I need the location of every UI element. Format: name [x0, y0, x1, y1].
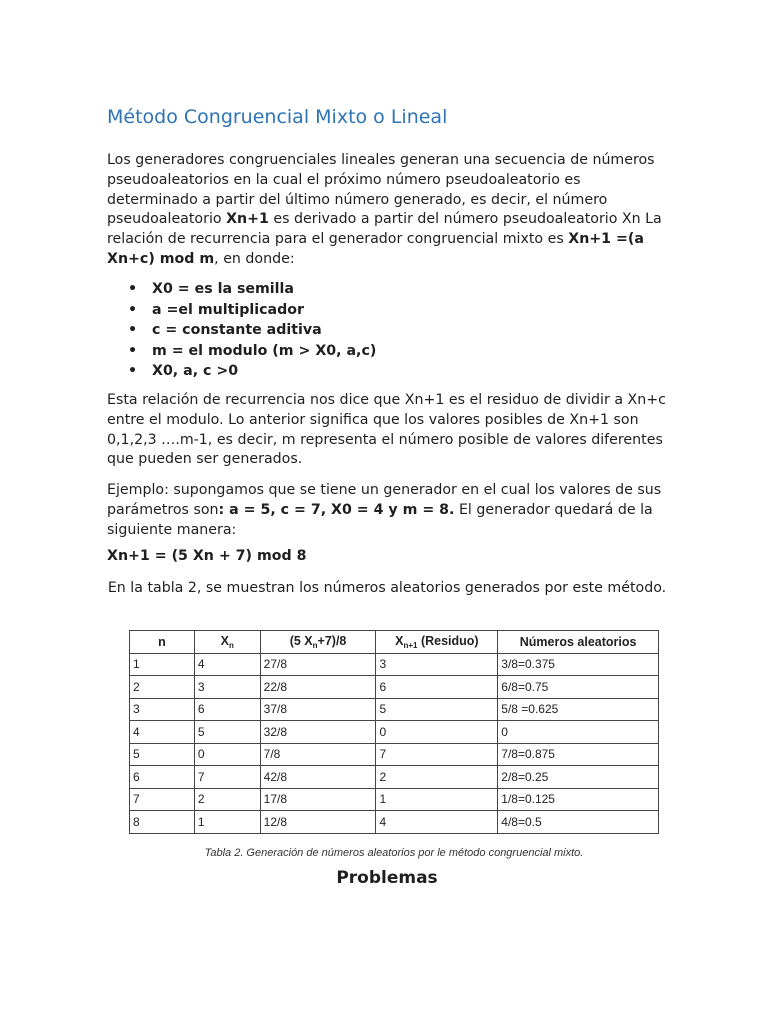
table-row: [130, 653, 659, 676]
table-header-row: [130, 631, 659, 654]
example-paragraph: [107, 481, 667, 540]
table-cell: 1/8=0.125: [498, 788, 659, 811]
table-cell: 3: [130, 698, 195, 721]
table-cell: 8: [130, 811, 195, 834]
table-cell: 3/8=0.375: [498, 653, 659, 676]
table-cell: 7/8=0.875: [498, 743, 659, 766]
example-formula: Xn+1 = (5 Xn + 7) mod 8: [107, 548, 307, 564]
table-row: [130, 698, 659, 721]
table-cell: 3: [194, 676, 260, 699]
header-text: X: [220, 633, 229, 648]
list-item: • X0, a, c >0: [128, 361, 376, 382]
table-cell: 5: [130, 743, 195, 766]
table-intro: En la tabla 2, se muestran los números aleatorios generados por este método.: [107, 580, 667, 596]
table-cell: 4/8=0.5: [498, 811, 659, 834]
table-row: [130, 676, 659, 699]
example-text: Ejemplo: supongamos que se tiene un generador en el cual los valores de sus parámetros son: [107, 482, 662, 518]
recurrence-formula: Xn+1 =(a Xn+c) mod m: [107, 231, 644, 267]
list-item: • a =el multiplicador: [128, 300, 376, 321]
table-cell: 1: [130, 653, 195, 676]
table-cell: 4: [376, 811, 498, 834]
random-numbers-table: [129, 630, 659, 834]
table-cell: 7: [130, 788, 195, 811]
parameter-list: [128, 279, 376, 382]
example-text: El generador quedará de la siguiente manera:: [107, 501, 653, 538]
header-xn: [194, 631, 260, 654]
table-cell: 0: [194, 743, 260, 766]
table-cell: 4: [194, 653, 260, 676]
table-cell: 6: [376, 676, 498, 699]
header-text: (5 X: [289, 633, 313, 648]
table-cell: 2: [130, 676, 195, 699]
table-cell: 7: [376, 743, 498, 766]
table-row: [130, 743, 659, 766]
list-item: • m = el modulo (m > X0, a,c): [128, 341, 376, 362]
table-cell: 4: [130, 721, 195, 744]
table-cell: 5/8 =0.625: [498, 698, 659, 721]
intro-paragraph: [107, 151, 667, 270]
table-cell: 2/8=0.25: [498, 766, 659, 789]
table-cell: 42/8: [260, 766, 376, 789]
table-cell: 0: [376, 721, 498, 744]
table-row: [130, 766, 659, 789]
header-expression: [260, 631, 376, 654]
table-row: [130, 811, 659, 834]
table-row: [130, 721, 659, 744]
table-caption: Tabla 2. Generación de números aleatorios por le método congruencial mixto.: [204, 847, 584, 859]
table-cell: 2: [194, 788, 260, 811]
table-cell: 2: [376, 766, 498, 789]
problems-heading: Problemas: [336, 868, 438, 888]
table-cell: 17/8: [260, 788, 376, 811]
table-container: [129, 630, 659, 834]
header-subscript: n: [228, 640, 234, 650]
table-cell: 32/8: [260, 721, 376, 744]
table-cell: 1: [194, 811, 260, 834]
page-title: Método Congruencial Mixto o Lineal: [107, 106, 448, 128]
table-cell: 7/8: [260, 743, 376, 766]
intro-bold-term: Xn+1: [226, 211, 269, 228]
table-cell: 5: [376, 698, 498, 721]
table-row: [130, 788, 659, 811]
table-cell: 7: [194, 766, 260, 789]
table-cell: 12/8: [260, 811, 376, 834]
header-subscript: n: [312, 640, 318, 650]
table-body: [130, 653, 659, 833]
table-cell: 5: [194, 721, 260, 744]
header-residue: [376, 631, 498, 654]
table-cell: 1: [376, 788, 498, 811]
intro-text: Los generadores congruenciales lineales generan una secuencia de números pseudoaleatorios en la cual el próximo número pseudoaleatorio es determinado a partir del último número generado, es decir, el número pseudoaleatorio: [107, 152, 655, 228]
header-random-numbers: Números aleatorios: [498, 631, 659, 654]
table-cell: 0: [498, 721, 659, 744]
example-parameters: : a = 5, c = 7, X0 = 4 y m = 8.: [218, 501, 455, 518]
intro-text: es derivado a partir del número pseudoaleatorio Xn La relación de recurrencia para el generador congruencial mixto es: [107, 211, 662, 248]
table-cell: 37/8: [260, 698, 376, 721]
table-cell: 27/8: [260, 653, 376, 676]
table-cell: 6: [194, 698, 260, 721]
header-text: +7)/8: [317, 633, 347, 648]
table-cell: 6/8=0.75: [498, 676, 659, 699]
header-text: X: [395, 633, 404, 648]
explanation-paragraph: Esta relación de recurrencia nos dice que Xn+1 es el residuo de dividir a Xn+c entre el modulo. Lo anterior significa que los valores posibles de Xn+1 son 0,1,2,3 ….m-1, es decir, m representa el número posible de valores diferentes que pueden ser generados.: [107, 392, 666, 468]
list-item: • c = constante aditiva: [128, 320, 376, 341]
header-text: (Residuo): [417, 633, 479, 648]
table-cell: 3: [376, 653, 498, 676]
list-item: • X0 = es la semilla: [128, 279, 376, 300]
intro-text: , en donde:: [214, 250, 295, 267]
header-subscript: n+1: [403, 640, 418, 650]
table-cell: 6: [130, 766, 195, 789]
table-cell: 22/8: [260, 676, 376, 699]
header-n: n: [130, 631, 195, 654]
